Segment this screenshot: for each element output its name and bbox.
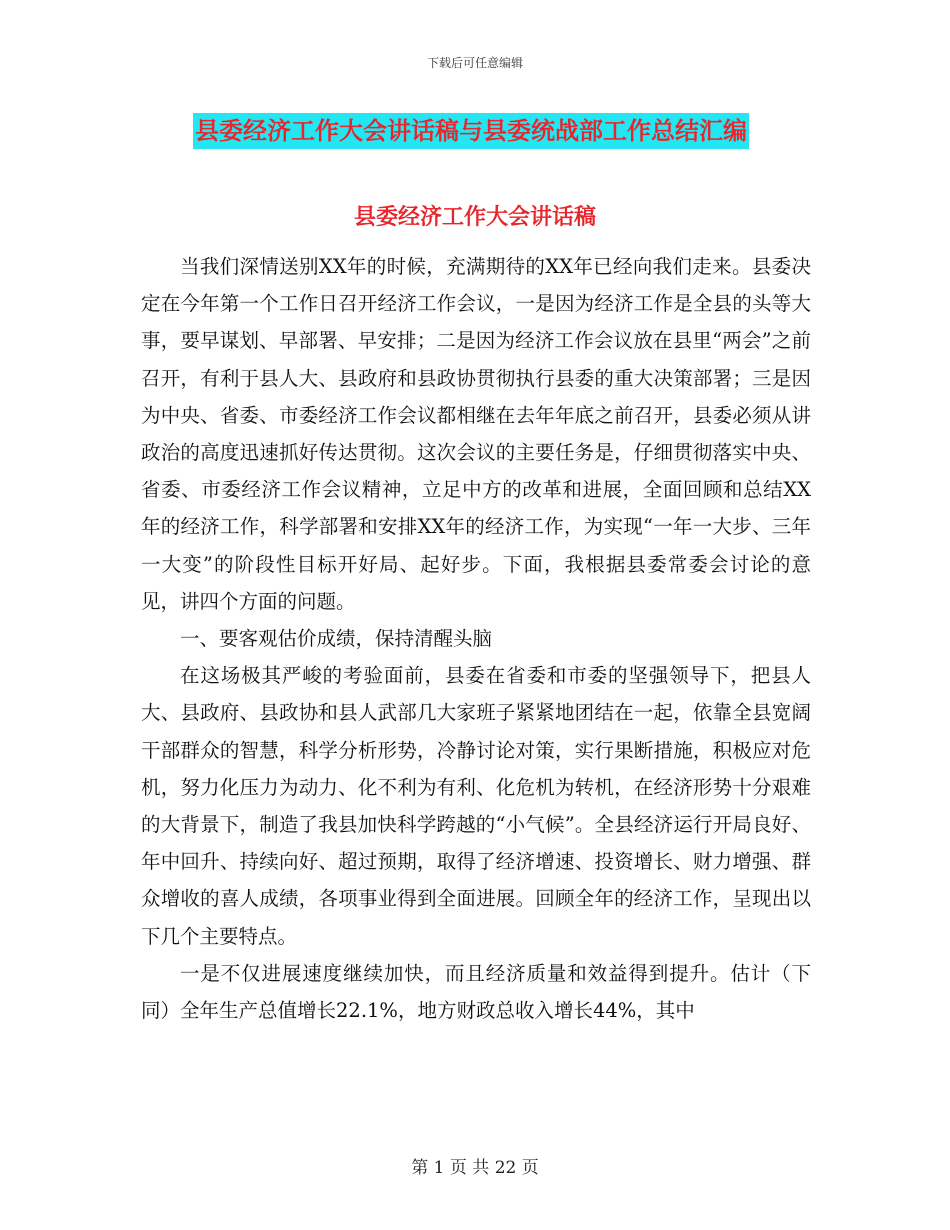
section-title: 县委经济工作大会讲话稿 — [353, 205, 596, 230]
document-body — [141, 248, 811, 1029]
paragraph-intro: 当我们深情送别XX年的时候，充满期待的XX年已经向我们走来。县委决定在今年第一个工作日召开经济工作会议，一是因为经济工作是全县的头等大事，要早谋划、早部署、早安排；二是因为经济工作会议放在县里“两会”之前召开，有利于县人大、县政府和县政协贯彻执行县委的重大决策部署；三是因为中央、省委、市委经济工作会议都相继在去年年底之前召开，县委必须从讲政治的高度迅速抓好传达贯彻。这次会议的主要任务是，仔细贯彻落实中央、省委、市委经济工作会议精神，立足中方的改革和进展，全面回顾和总结XX年的经济工作，科学部署和安排XX年的经济工作，为实现“一年一大步、三年一大变”的阶段性目标开好局、起好步。下面，我根据县委常委会讨论的意见，讲四个方面的问题。 — [141, 255, 811, 613]
document-main-title: 县委经济工作大会讲话稿与县委统战部工作总结汇编 — [193, 113, 749, 149]
paragraph-heading-1: 一、要客观估价成绩，保持清醒头脑 — [180, 627, 493, 651]
header-note: 下载后可任意编辑 — [426, 56, 523, 70]
paragraph-point-1: 一是不仅进展速度继续加快，而且经济质量和效益得到提升。估计（下同）全年生产总值增长22.1%，地方财政总收入增长44%，其中 — [141, 961, 811, 1023]
page-footer: 第 1 页 共 22 页 — [411, 1158, 539, 1178]
paragraph-achievements: 在这场极其严峻的考验面前，县委在省委和市委的坚强领导下，把县人大、县政府、县政协和县人武部几大家班子紧紧地团结在一起，依靠全县宽阔干部群众的智慧，科学分析形势，冷静讨论对策，实行果断措施，积极应对危机，努力化压力为动力、化不利为有利、化危机为转机，在经济形势十分艰难的大背景下，制造了我县加快科学跨越的“小气候”。全县经济运行开局良好、年中回升、持续向好、超过预期，取得了经济增速、投资增长、财力增强、群众增收的喜人成绩，各项事业得到全面进展。回顾全年的经济工作，呈现出以下几个主要特点。 — [141, 664, 811, 948]
